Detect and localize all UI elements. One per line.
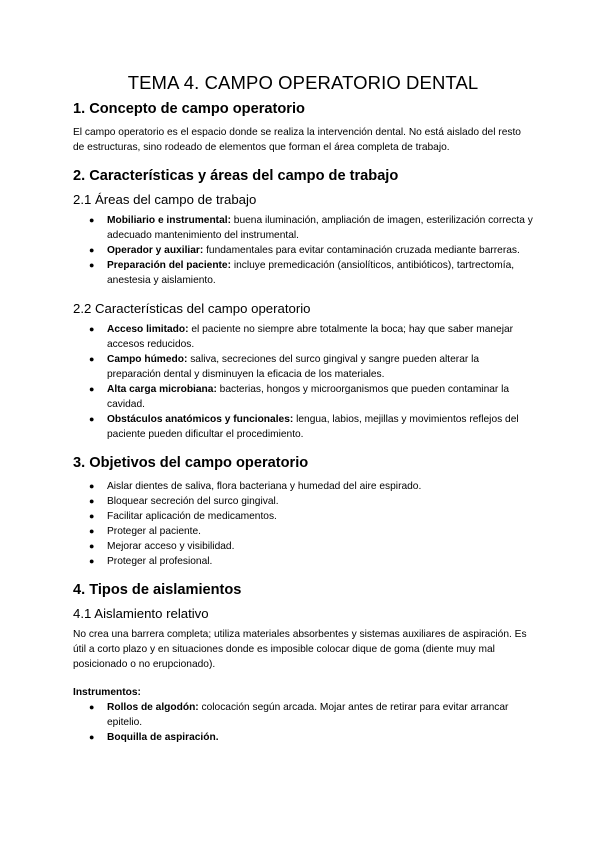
- list-item: [73, 524, 533, 539]
- item-term: Mobiliario e instrumental:: [107, 215, 231, 226]
- list-item: [73, 700, 533, 730]
- list-item: [73, 322, 533, 352]
- document-page: [73, 72, 533, 745]
- list-item: [73, 730, 533, 745]
- item-text: Mejorar acceso y visibilidad.: [107, 541, 235, 552]
- item-text: el paciente no siempre abre totalmente la boca; hay que saber manejar accesos reducidos.: [107, 324, 514, 350]
- item-text: Proteger al profesional.: [107, 556, 213, 567]
- bullet-icon: ●: [89, 496, 95, 506]
- bullet-icon: ●: [89, 556, 95, 566]
- bullet-icon: ●: [89, 511, 95, 521]
- item-text: fundamentales para evitar contaminación cruzada mediante barreras.: [203, 245, 520, 256]
- bullet-icon: ●: [89, 414, 95, 424]
- item-term: Campo húmedo:: [107, 354, 188, 365]
- bullet-icon: ●: [89, 732, 95, 742]
- item-text: lengua, labios, mejillas y movimientos reflejos del paciente pueden dificultar el procedimiento.: [107, 414, 519, 440]
- item-term: Rollos de algodón:: [107, 702, 199, 713]
- section-2-heading: 2. Características y áreas del campo de trabajo: [73, 168, 399, 184]
- list-item: [73, 539, 533, 554]
- bullet-icon: ●: [89, 324, 95, 334]
- item-term: Acceso limitado:: [107, 324, 189, 335]
- bullet-icon: ●: [89, 384, 95, 394]
- list-item: [73, 554, 533, 569]
- item-term: Preparación del paciente:: [107, 260, 231, 271]
- list-item: [73, 243, 533, 258]
- section-4-heading: 4. Tipos de aislamientos: [73, 582, 242, 598]
- section-2-1-heading: 2.1 Áreas del campo de trabajo: [73, 192, 257, 207]
- item-text: colocación según arcada. Mojar antes de retirar para evitar arrancar epitelio.: [107, 702, 509, 728]
- item-text: Proteger al paciente.: [107, 526, 202, 537]
- item-text: buena iluminación, ampliación de imagen, esterilización correcta y adecuado mantenimiento del instrumental.: [107, 215, 533, 241]
- bullet-icon: ●: [89, 260, 95, 270]
- list-item: [73, 258, 533, 288]
- section-3-heading: 3. Objetivos del campo operatorio: [73, 455, 309, 471]
- bullet-icon: ●: [89, 481, 95, 491]
- instruments-list: [73, 700, 533, 745]
- list-item: [73, 494, 533, 509]
- section-4-1-heading: 4.1 Aislamiento relativo: [73, 606, 209, 621]
- item-term: Obstáculos anatómicos y funcionales:: [107, 414, 294, 425]
- list-item: [73, 412, 533, 442]
- item-term: Operador y auxiliar:: [107, 245, 204, 256]
- item-term: Boquilla de aspiración.: [107, 732, 219, 743]
- section-2-2-heading: 2.2 Características del campo operatorio: [73, 301, 311, 316]
- list-item: [73, 382, 533, 412]
- characteristics-list: [73, 322, 533, 442]
- list-item: [73, 479, 533, 494]
- item-text: saliva, secreciones del surco gingival y sangre pueden alterar la preparación dental y disminuyen la eficacia de los materiales.: [107, 354, 480, 380]
- section-1-heading: 1. Concepto de campo operatorio: [73, 101, 305, 117]
- bullet-icon: ●: [89, 245, 95, 255]
- item-text: Facilitar aplicación de medicamentos.: [107, 511, 277, 522]
- bullet-icon: ●: [89, 354, 95, 364]
- objectives-list: [73, 479, 533, 569]
- instruments-label: Instrumentos:: [73, 687, 141, 698]
- section-1-text: El campo operatorio es el espacio donde se realiza la intervención dental. No está aislado del resto de estructuras, sino rodeado de elementos que forman el área completa de trabajo.: [73, 127, 521, 153]
- list-item: [73, 352, 533, 382]
- section-4-1-text: No crea una barrera completa; utiliza materiales absorbentes y sistemas auxiliares de aspiración. Es útil a corto plazo y en situaciones donde es imposible colocar dique de goma (diente muy mal posicionado o no erupcionado).: [73, 629, 527, 670]
- bullet-icon: ●: [89, 541, 95, 551]
- bullet-icon: ●: [89, 215, 95, 225]
- page-title: TEMA 4. CAMPO OPERATORIO DENTAL: [127, 72, 479, 93]
- item-text: incluye premedicación (ansiolíticos, antibióticos), tartrectomía, anestesia y aislamiento.: [107, 260, 515, 286]
- item-text: Aislar dientes de saliva, flora bacteriana y humedad del aire espirado.: [107, 481, 422, 492]
- areas-list: [73, 213, 533, 288]
- list-item: [73, 509, 533, 524]
- item-term: Alta carga microbiana:: [107, 384, 217, 395]
- item-text: bacterias, hongos y microorganismos que pueden contaminar la cavidad.: [107, 384, 510, 410]
- item-text: Bloquear secreción del surco gingival.: [107, 496, 279, 507]
- bullet-icon: ●: [89, 702, 95, 712]
- bullet-icon: ●: [89, 526, 95, 536]
- list-item: [73, 213, 533, 243]
